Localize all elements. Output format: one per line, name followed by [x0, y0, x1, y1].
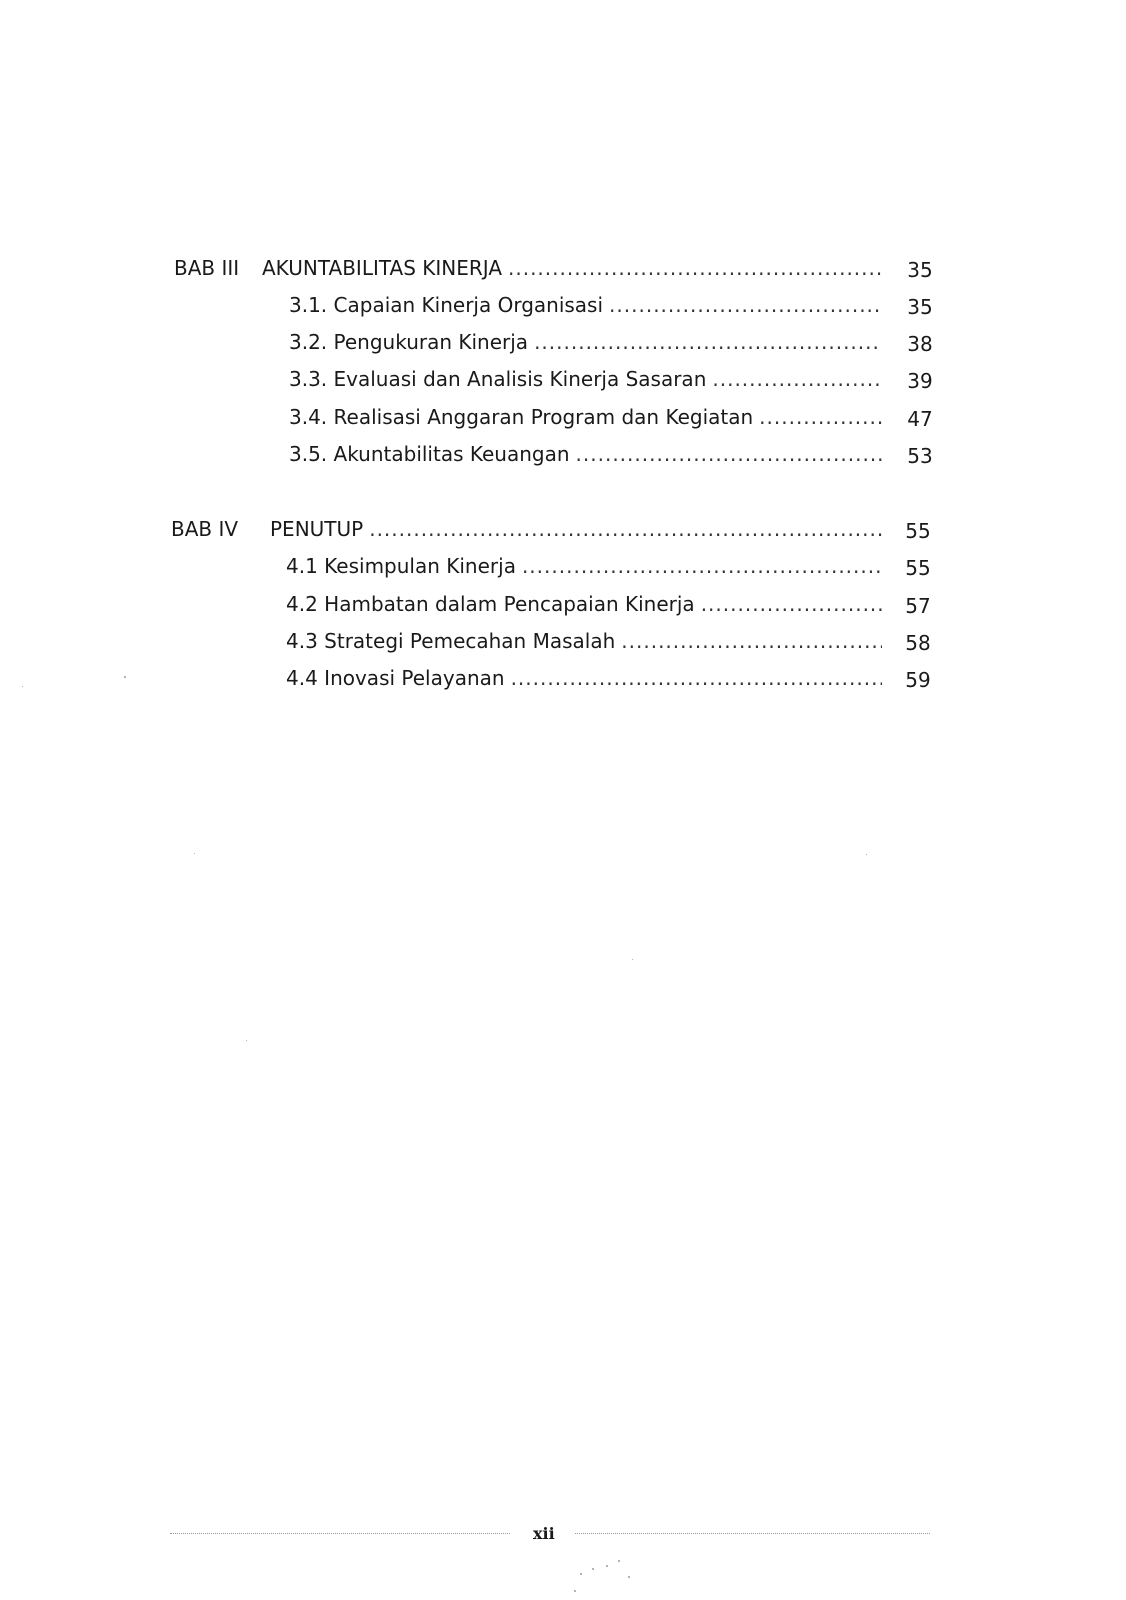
dot-leader — [576, 441, 882, 467]
scan-speck — [632, 959, 633, 960]
section-label: 3.5. Akuntabilitas Keuangan — [289, 442, 570, 466]
section-page-number: 57 — [905, 594, 931, 618]
toc-section-3-3[interactable] — [289, 366, 882, 392]
dot-leader — [522, 553, 882, 579]
toc-section-4-2[interactable] — [286, 591, 882, 617]
section-page-number: 39 — [907, 369, 933, 393]
toc-section-4-4[interactable] — [286, 665, 882, 691]
chapter-page-number: 35 — [907, 258, 933, 282]
scan-speck — [124, 676, 126, 678]
scan-speck — [580, 1573, 582, 1575]
dot-leader — [369, 516, 882, 542]
dot-leader — [511, 665, 882, 691]
chapter-title: PENUTUP — [270, 517, 364, 541]
footer-rule-right — [575, 1533, 930, 1534]
dot-leader — [609, 292, 882, 318]
scan-speck — [628, 1576, 630, 1578]
section-label: 4.1 Kesimpulan Kinerja — [286, 554, 516, 578]
section-label: 3.1. Capaian Kinerja Organisasi — [289, 293, 604, 317]
chapter-page-number: 55 — [905, 519, 931, 543]
toc-section-4-1[interactable] — [286, 553, 882, 579]
section-page-number: 53 — [907, 444, 933, 468]
scan-speck — [606, 1565, 608, 1567]
dot-leader — [701, 591, 882, 617]
scan-speck — [194, 853, 195, 854]
toc-chapter-bab-iv[interactable] — [270, 516, 882, 542]
section-label: 4.3 Strategi Pemecahan Masalah — [286, 629, 616, 653]
toc-section-4-3[interactable] — [286, 628, 882, 654]
section-page-number: 55 — [905, 556, 931, 580]
section-page-number: 35 — [907, 295, 933, 319]
footer-page-number: xii — [533, 1524, 555, 1543]
section-page-number: 47 — [907, 407, 933, 431]
chapter-code-bab-iv: BAB IV — [171, 517, 239, 541]
section-label: 3.3. Evaluasi dan Analisis Kinerja Sasaran — [289, 367, 707, 391]
chapter-title: AKUNTABILITAS KINERJA — [262, 256, 502, 280]
scan-speck — [618, 1560, 620, 1562]
scan-speck — [22, 686, 23, 687]
toc-section-3-1[interactable] — [289, 292, 882, 318]
toc-section-3-2[interactable] — [289, 329, 882, 355]
section-label: 4.4 Inovasi Pelayanan — [286, 666, 505, 690]
section-label: 3.4. Realisasi Anggaran Program dan Kegiatan — [289, 405, 754, 429]
chapter-code-bab-iii: BAB III — [174, 256, 240, 280]
section-page-number: 58 — [905, 631, 931, 655]
footer-rule-left — [170, 1533, 510, 1534]
section-label: 4.2 Hambatan dalam Pencapaian Kinerja — [286, 592, 695, 616]
scan-speck — [574, 1590, 576, 1592]
section-page-number: 59 — [905, 668, 931, 692]
dot-leader — [534, 329, 882, 355]
toc-section-3-5[interactable] — [289, 441, 882, 467]
scan-speck — [866, 854, 867, 855]
dot-leader — [508, 255, 882, 281]
dot-leader — [712, 366, 882, 392]
scan-speck — [246, 1040, 247, 1041]
dot-leader — [621, 628, 882, 654]
section-page-number: 38 — [907, 332, 933, 356]
toc-section-3-4[interactable] — [289, 404, 882, 430]
scan-speck — [592, 1568, 594, 1570]
toc-chapter-bab-iii[interactable] — [262, 255, 882, 281]
dot-leader — [759, 404, 882, 430]
section-label: 3.2. Pengukuran Kinerja — [289, 330, 529, 354]
